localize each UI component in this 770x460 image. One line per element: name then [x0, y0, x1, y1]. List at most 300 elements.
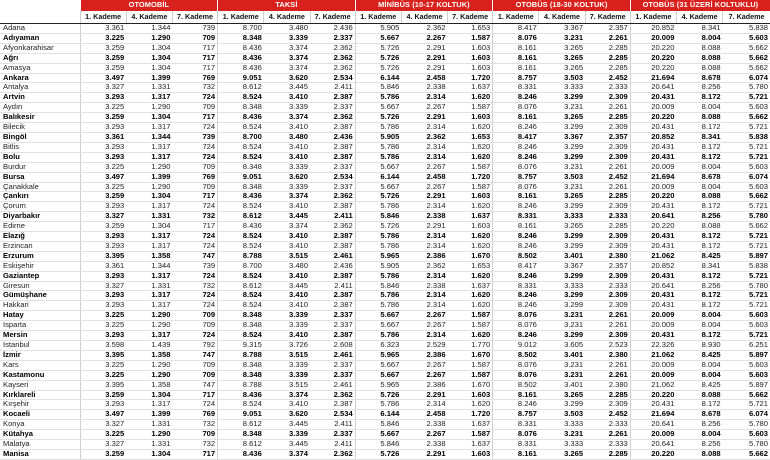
fare-cell: 2.309	[585, 123, 630, 133]
table-row	[0, 331, 770, 341]
fare-cell: 5.905	[355, 24, 401, 34]
city-name: Çorum	[0, 202, 80, 212]
fare-cell: 6.074	[723, 73, 770, 83]
fare-cell: 5.662	[723, 449, 770, 459]
fare-cell: 3.333	[539, 420, 585, 430]
fare-cell: 5.786	[355, 142, 401, 152]
fare-cell: 3.515	[264, 380, 310, 390]
fare-cell: 3.598	[80, 341, 126, 351]
fare-cell: 3.395	[80, 380, 126, 390]
fare-cell: 8.161	[493, 43, 539, 53]
table-row	[0, 251, 770, 261]
fare-cell: 5.726	[355, 222, 401, 232]
fare-cell: 5.838	[723, 24, 770, 34]
fare-cell: 2.309	[585, 291, 630, 301]
fare-cell: 3.497	[80, 172, 126, 182]
table-row	[0, 222, 770, 232]
fare-cell: 2.357	[585, 132, 630, 142]
fare-cell: 1.304	[126, 222, 172, 232]
fare-cell: 3.410	[264, 93, 310, 103]
fare-cell: 8.088	[676, 390, 722, 400]
fare-cell: 1.603	[448, 113, 493, 123]
fare-cell: 3.293	[80, 301, 126, 311]
fare-cell: 3.299	[539, 241, 585, 251]
group-header-otobus-18-30: OTOBÜS (18-30 KOLTUK)	[493, 0, 631, 11]
fare-cell: 3.726	[264, 341, 310, 351]
fare-cell: 3.293	[80, 271, 126, 281]
fare-cell: 2.309	[585, 301, 630, 311]
fare-cell: 2.314	[401, 202, 447, 212]
fare-cell: 2.411	[310, 420, 355, 430]
fare-cell: 3.395	[80, 350, 126, 360]
fare-cell: 1.587	[448, 370, 493, 380]
fare-cell: 5.838	[723, 261, 770, 271]
fare-cell: 3.333	[539, 212, 585, 222]
fare-cell: 2.309	[585, 400, 630, 410]
fare-cell: 8.076	[493, 321, 539, 331]
fare-cell: 724	[172, 331, 217, 341]
table-row	[0, 420, 770, 430]
city-name: Manisa	[0, 449, 80, 459]
fare-cell: 8.348	[218, 430, 264, 440]
fare-cell: 1.620	[448, 152, 493, 162]
fare-cell: 2.291	[401, 222, 447, 232]
fare-cell: 8.246	[493, 271, 539, 281]
fare-cell: 5.662	[723, 53, 770, 63]
fare-cell: 2.436	[310, 261, 355, 271]
fare-cell: 8.331	[493, 281, 539, 291]
fare-cell: 8.417	[493, 261, 539, 271]
fare-cell: 709	[172, 182, 217, 192]
fare-cell: 5.721	[723, 123, 770, 133]
fare-cell: 2.314	[401, 93, 447, 103]
fare-cell: 1.587	[448, 360, 493, 370]
fare-cell: 769	[172, 410, 217, 420]
fare-cell: 3.620	[264, 410, 310, 420]
fare-cell: 6.251	[723, 341, 770, 351]
fare-cell: 2.362	[310, 63, 355, 73]
fare-cell: 724	[172, 142, 217, 152]
fare-cell: 3.361	[80, 24, 126, 34]
fare-cell: 2.333	[585, 440, 630, 450]
fare-cell: 717	[172, 222, 217, 232]
fare-cell: 8.246	[493, 123, 539, 133]
fare-cell: 8.341	[676, 132, 722, 142]
table-row	[0, 291, 770, 301]
fare-cell: 8.088	[676, 113, 722, 123]
fare-cell: 3.293	[80, 331, 126, 341]
fare-cell: 1.653	[448, 261, 493, 271]
fare-cell: 8.425	[676, 350, 722, 360]
fare-cell: 8.502	[493, 251, 539, 261]
fare-cell: 8.348	[218, 103, 264, 113]
fare-cell: 8.348	[218, 162, 264, 172]
fare-cell: 8.246	[493, 232, 539, 242]
fare-cell: 6.144	[355, 172, 401, 182]
fare-cell: 3.445	[264, 281, 310, 291]
fare-cell: 3.480	[264, 132, 310, 142]
fare-cell: 1.358	[126, 251, 172, 261]
fare-cell: 5.786	[355, 241, 401, 251]
fare-cell: 3.265	[539, 222, 585, 232]
fare-cell: 3.231	[539, 370, 585, 380]
fare-cell: 1.304	[126, 192, 172, 202]
fare-cell: 20.431	[630, 271, 676, 281]
fare-cell: 1.358	[126, 380, 172, 390]
fare-cell: 3.225	[80, 162, 126, 172]
fare-cell: 5.721	[723, 93, 770, 103]
fare-cell: 20.431	[630, 241, 676, 251]
fare-cell: 2.337	[310, 360, 355, 370]
table-row	[0, 162, 770, 172]
fare-cell: 709	[172, 370, 217, 380]
fare-cell: 2.291	[401, 43, 447, 53]
table-row	[0, 113, 770, 123]
fare-cell: 8.757	[493, 172, 539, 182]
fare-cell: 2.261	[585, 321, 630, 331]
fare-cell: 3.265	[539, 43, 585, 53]
fare-cell: 8.524	[218, 331, 264, 341]
fare-cell: 8.172	[676, 241, 722, 251]
table-row	[0, 350, 770, 360]
fare-cell: 1.317	[126, 93, 172, 103]
fare-cell: 2.285	[585, 63, 630, 73]
fare-cell: 2.314	[401, 301, 447, 311]
fare-cell: 8.612	[218, 440, 264, 450]
fare-cell: 2.314	[401, 142, 447, 152]
fare-cell: 20.641	[630, 281, 676, 291]
fare-cell: 9.012	[493, 341, 539, 351]
fare-cell: 2.285	[585, 113, 630, 123]
fare-cell: 732	[172, 83, 217, 93]
fare-cell: 3.515	[264, 251, 310, 261]
fare-cell: 1.587	[448, 103, 493, 113]
fare-cell: 20.220	[630, 449, 676, 459]
fare-cell: 3.480	[264, 24, 310, 34]
fare-cell: 5.721	[723, 400, 770, 410]
fare-cell: 709	[172, 430, 217, 440]
fare-cell: 8.331	[493, 440, 539, 450]
fare-cell: 20.009	[630, 103, 676, 113]
city-name: Bolu	[0, 152, 80, 162]
fare-cell: 2.337	[310, 321, 355, 331]
city-name: Konya	[0, 420, 80, 430]
fare-cell: 3.374	[264, 113, 310, 123]
fare-cell: 2.314	[401, 123, 447, 133]
fare-cell: 8.004	[676, 430, 722, 440]
city-name: Balıkesir	[0, 113, 80, 123]
fare-cell: 2.458	[401, 172, 447, 182]
fare-cell: 3.265	[539, 390, 585, 400]
fare-cell: 2.380	[585, 380, 630, 390]
fare-cell: 3.265	[539, 63, 585, 73]
fare-cell: 1.290	[126, 311, 172, 321]
table-row	[0, 212, 770, 222]
table-row	[0, 449, 770, 459]
fare-cell: 2.338	[401, 440, 447, 450]
fare-cell: 3.293	[80, 241, 126, 251]
fare-cell: 3.327	[80, 420, 126, 430]
fare-cell: 2.452	[585, 73, 630, 83]
fare-cell: 20.431	[630, 291, 676, 301]
fare-cell: 2.309	[585, 93, 630, 103]
fare-cell: 8.088	[676, 63, 722, 73]
fare-cell: 5.965	[355, 251, 401, 261]
sub-header: 1. Kademe	[493, 11, 539, 24]
fare-cell: 1.344	[126, 24, 172, 34]
fare-cell: 20.220	[630, 192, 676, 202]
fare-cell: 2.362	[310, 390, 355, 400]
fare-cell: 3.259	[80, 390, 126, 400]
fare-cell: 709	[172, 321, 217, 331]
fare-cell: 20.009	[630, 33, 676, 43]
fare-cell: 5.780	[723, 212, 770, 222]
fare-cell: 5.780	[723, 83, 770, 93]
sub-header: 4. Kademe	[539, 11, 585, 24]
city-name: Edirne	[0, 222, 80, 232]
fare-cell: 8.417	[493, 132, 539, 142]
city-name: Çanakkale	[0, 182, 80, 192]
fare-cell: 1.637	[448, 212, 493, 222]
fare-cell: 8.436	[218, 63, 264, 73]
fare-cell: 8.161	[493, 192, 539, 202]
fare-cell: 2.387	[310, 291, 355, 301]
fare-cell: 20.431	[630, 93, 676, 103]
city-name: Bursa	[0, 172, 80, 182]
fare-cell: 5.721	[723, 142, 770, 152]
fare-cell: 8.425	[676, 251, 722, 261]
fare-cell: 709	[172, 360, 217, 370]
fare-cell: 5.667	[355, 370, 401, 380]
fare-cell: 6.144	[355, 73, 401, 83]
fare-cell: 5.667	[355, 311, 401, 321]
table-row	[0, 281, 770, 291]
fare-cell: 2.333	[585, 83, 630, 93]
fare-cell: 5.846	[355, 212, 401, 222]
fare-cell: 8.331	[493, 83, 539, 93]
fare-cell: 20.009	[630, 370, 676, 380]
table-body	[0, 24, 770, 460]
fare-cell: 20.641	[630, 212, 676, 222]
fare-cell: 2.362	[310, 449, 355, 459]
fare-cell: 8.246	[493, 152, 539, 162]
fare-cell: 5.726	[355, 63, 401, 73]
fare-cell: 2.380	[585, 251, 630, 261]
fare-cell: 1.317	[126, 232, 172, 242]
fare-cell: 20.852	[630, 132, 676, 142]
fare-cell: 5.786	[355, 291, 401, 301]
fare-cell: 8.172	[676, 331, 722, 341]
fare-cell: 8.524	[218, 142, 264, 152]
fare-cell: 8.172	[676, 123, 722, 133]
fare-cell: 3.339	[264, 370, 310, 380]
fare-cell: 5.838	[723, 132, 770, 142]
fare-cell: 2.285	[585, 390, 630, 400]
fare-cell: 8.172	[676, 301, 722, 311]
fare-cell: 8.172	[676, 232, 722, 242]
fare-cell: 8.161	[493, 53, 539, 63]
fare-cell: 2.309	[585, 202, 630, 212]
fare-cell: 3.293	[80, 400, 126, 410]
fare-cell: 2.387	[310, 142, 355, 152]
table-row	[0, 321, 770, 331]
fare-cell: 8.425	[676, 380, 722, 390]
city-name: Erzurum	[0, 251, 80, 261]
fare-cell: 3.605	[539, 341, 585, 351]
fare-cell: 2.309	[585, 331, 630, 341]
fare-cell: 1.290	[126, 162, 172, 172]
fare-cell: 3.374	[264, 43, 310, 53]
fare-cell: 20.431	[630, 202, 676, 212]
sub-header: 4. Kademe	[401, 11, 447, 24]
fare-cell: 2.333	[585, 420, 630, 430]
sub-header-row	[0, 11, 770, 24]
city-name: Gümüşhane	[0, 291, 80, 301]
fare-cell: 1.399	[126, 73, 172, 83]
fare-cell: 3.327	[80, 212, 126, 222]
city-name: Hakkari	[0, 301, 80, 311]
fare-cell: 8.502	[493, 350, 539, 360]
fare-cell: 2.314	[401, 232, 447, 242]
fare-cell: 2.267	[401, 370, 447, 380]
fare-cell: 3.231	[539, 162, 585, 172]
fare-cell: 3.265	[539, 53, 585, 63]
fare-cell: 8.524	[218, 93, 264, 103]
fare-cell: 5.780	[723, 281, 770, 291]
fare-cell: 739	[172, 24, 217, 34]
fare-cell: 21.694	[630, 172, 676, 182]
fare-cell: 2.267	[401, 162, 447, 172]
fare-cell: 1.317	[126, 241, 172, 251]
fare-cell: 1.670	[448, 380, 493, 390]
fare-cell: 2.387	[310, 93, 355, 103]
sub-header: 7. Kademe	[172, 11, 217, 24]
fare-cell: 3.333	[539, 83, 585, 93]
fare-cell: 792	[172, 341, 217, 351]
fare-cell: 1.670	[448, 251, 493, 261]
fare-cell: 3.401	[539, 380, 585, 390]
fare-cell: 3.299	[539, 291, 585, 301]
fare-cell: 5.721	[723, 241, 770, 251]
sub-header: 4. Kademe	[264, 11, 310, 24]
table-row	[0, 341, 770, 351]
fare-cell: 5.662	[723, 390, 770, 400]
fare-cell: 8.246	[493, 93, 539, 103]
fare-cell: 5.603	[723, 33, 770, 43]
fare-cell: 1.620	[448, 331, 493, 341]
fare-cell: 3.503	[539, 410, 585, 420]
sub-header: 1. Kademe	[630, 11, 676, 24]
fare-cell: 8.788	[218, 350, 264, 360]
fare-cell: 3.374	[264, 63, 310, 73]
fare-cell: 8.088	[676, 192, 722, 202]
fare-cell: 5.726	[355, 53, 401, 63]
fare-cell: 2.291	[401, 192, 447, 202]
city-name: Artvin	[0, 93, 80, 103]
fare-cell: 3.620	[264, 172, 310, 182]
fare-cell: 1.331	[126, 281, 172, 291]
fare-cell: 3.259	[80, 113, 126, 123]
sub-header: 7. Kademe	[448, 11, 493, 24]
fare-cell: 8.172	[676, 271, 722, 281]
fare-cell: 8.757	[493, 73, 539, 83]
fare-cell: 2.386	[401, 380, 447, 390]
fare-cell: 3.259	[80, 449, 126, 459]
fare-cell: 717	[172, 113, 217, 123]
fare-cell: 21.062	[630, 380, 676, 390]
group-header-otobus-31-plus: OTOBÜS (31 ÜZERİ KOLTUKLU)	[630, 0, 770, 11]
fare-cell: 3.374	[264, 222, 310, 232]
fare-cell: 8.436	[218, 449, 264, 459]
fare-cell: 2.337	[310, 182, 355, 192]
fare-cell: 2.436	[310, 24, 355, 34]
fare-cell: 8.348	[218, 182, 264, 192]
fare-cell: 8.348	[218, 311, 264, 321]
fare-cell: 1.344	[126, 261, 172, 271]
city-name: Aydın	[0, 103, 80, 113]
fare-cell: 3.265	[539, 449, 585, 459]
fare-cell: 3.299	[539, 301, 585, 311]
fare-cell: 2.291	[401, 449, 447, 459]
fare-cell: 747	[172, 350, 217, 360]
table-row	[0, 360, 770, 370]
fare-cell: 5.721	[723, 271, 770, 281]
fare-cell: 9.051	[218, 172, 264, 182]
fare-cell: 5.897	[723, 251, 770, 261]
fare-cell: 8.172	[676, 202, 722, 212]
fare-cell: 3.265	[539, 113, 585, 123]
city-name: Mersin	[0, 331, 80, 341]
fare-cell: 20.641	[630, 420, 676, 430]
fare-cell: 5.897	[723, 350, 770, 360]
fare-cell: 5.786	[355, 301, 401, 311]
fare-cell: 1.439	[126, 341, 172, 351]
fare-cell: 8.341	[676, 261, 722, 271]
fare-cell: 5.662	[723, 113, 770, 123]
fare-cell: 8.172	[676, 291, 722, 301]
fare-cell: 3.401	[539, 350, 585, 360]
fare-cell: 5.846	[355, 281, 401, 291]
fare-cell: 3.225	[80, 430, 126, 440]
fare-cell: 5.603	[723, 321, 770, 331]
city-name: Isparta	[0, 321, 80, 331]
fare-cell: 8.331	[493, 212, 539, 222]
fare-cell: 3.231	[539, 311, 585, 321]
fare-cell: 20.220	[630, 43, 676, 53]
city-name: Antalya	[0, 83, 80, 93]
fare-cell: 21.062	[630, 350, 676, 360]
fare-cell: 2.261	[585, 103, 630, 113]
fare-cell: 8.172	[676, 93, 722, 103]
sub-header: 1. Kademe	[218, 11, 264, 24]
table-row	[0, 430, 770, 440]
fare-cell: 8.788	[218, 380, 264, 390]
fare-cell: 3.410	[264, 241, 310, 251]
fare-cell: 724	[172, 123, 217, 133]
group-header-taksi: TAKSİ	[218, 0, 356, 11]
fare-cell: 2.267	[401, 182, 447, 192]
fare-cell: 5.662	[723, 192, 770, 202]
fare-cell: 8.256	[676, 420, 722, 430]
fare-cell: 2.338	[401, 420, 447, 430]
fare-cell: 3.225	[80, 370, 126, 380]
fare-cell: 1.587	[448, 430, 493, 440]
fare-cell: 5.662	[723, 222, 770, 232]
fare-cell: 3.339	[264, 182, 310, 192]
fare-cell: 8.788	[218, 251, 264, 261]
fare-cell: 2.337	[310, 370, 355, 380]
fare-cell: 6.323	[355, 341, 401, 351]
